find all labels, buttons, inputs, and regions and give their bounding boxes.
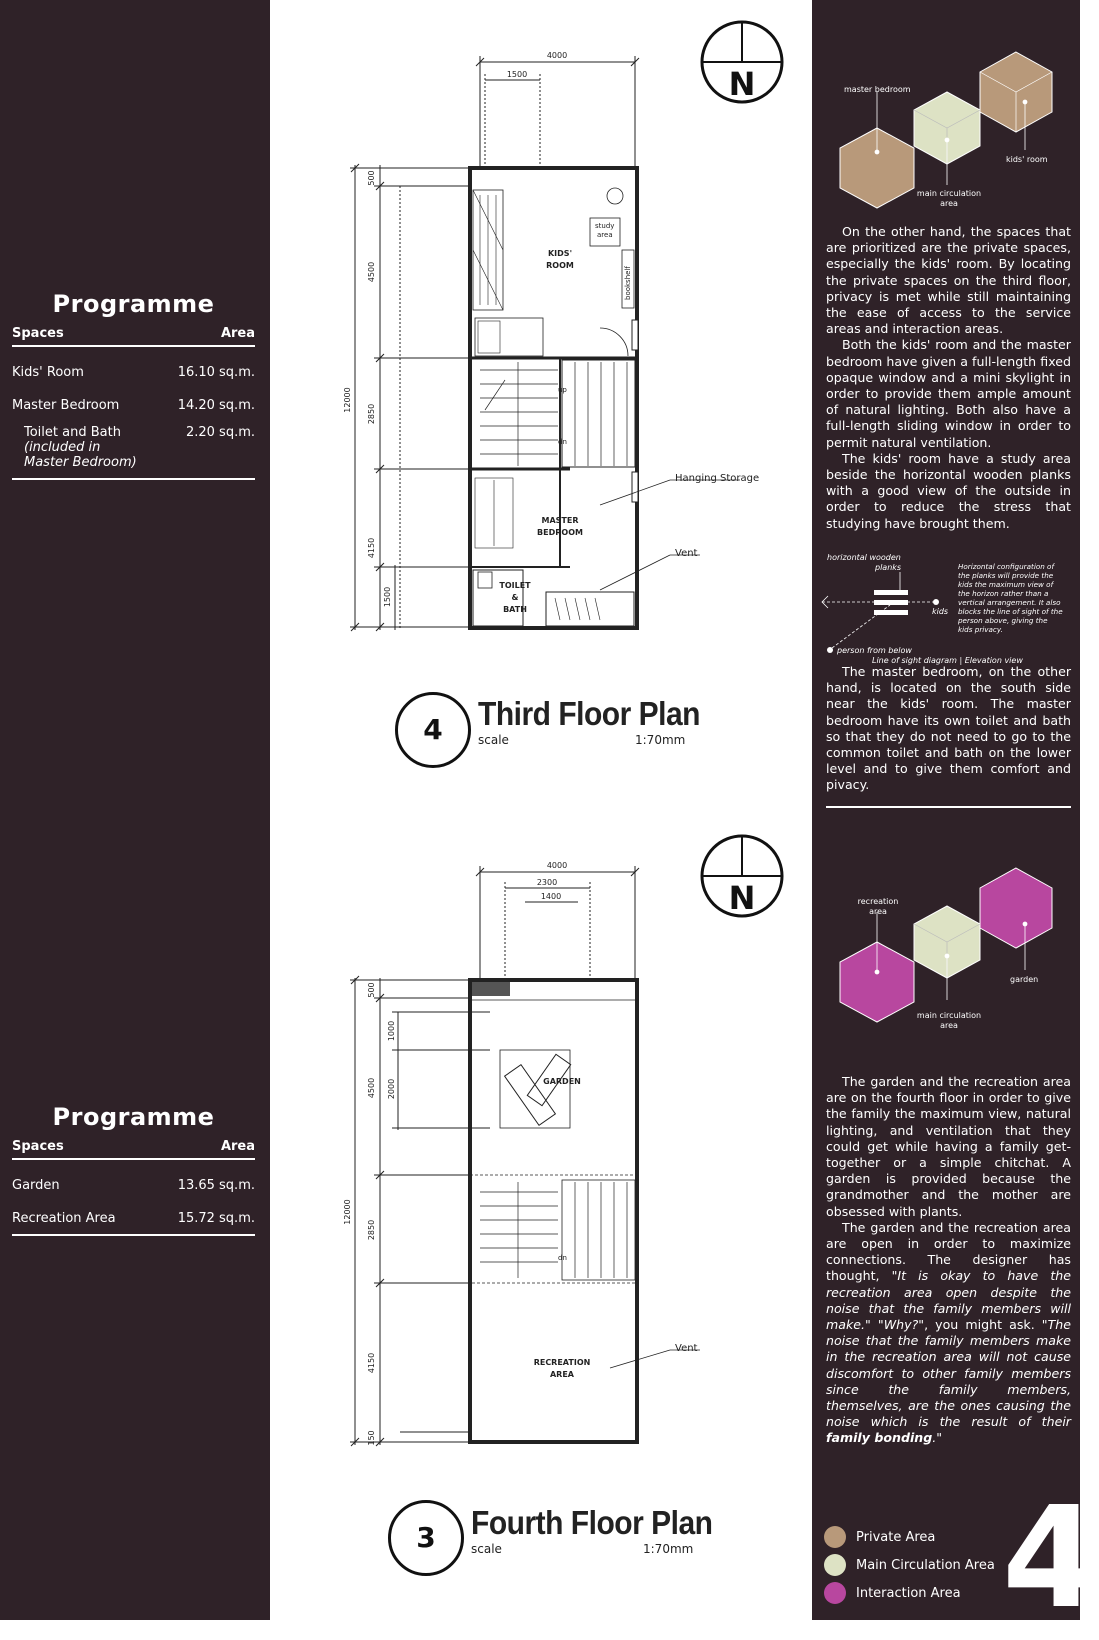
programme-header <box>12 1131 255 1160</box>
callout-label: Vent <box>675 1343 698 1354</box>
dim-d3: 2850 <box>367 403 376 425</box>
dim-d2: 4500 <box>367 1077 376 1099</box>
room-label: AREA <box>549 1370 575 1379</box>
dim-width: 4000 <box>546 861 568 870</box>
dim-d5: 150 <box>367 1430 376 1446</box>
note-line: blocks the line of sight of the <box>958 607 1063 616</box>
section-divider <box>826 806 1071 808</box>
paragraph: On the other hand, the spaces that are prioritized are the private spaces, especially the kids' room. By locating the private spaces on the third floor, privacy is met while still maintaining the ease of access to the service areas and interaction areas. <box>826 224 1071 337</box>
paragraph: Both the kids' room and the master bedroom have given a full-length fixed opaque window and a mini skylight in order to provide them ample amount of natural lighting. Both also have a full-length sliding window in order to permit natural ventilation. <box>826 337 1071 450</box>
diagram-label: kids <box>932 607 949 616</box>
dim-g1: 1000 <box>387 1020 396 1042</box>
room-label: KIDS' <box>547 249 573 258</box>
paragraph: The master bedroom, on the other hand, is located on the south side near the kids' room. The master bedroom have its own toilet and bath so that they do not need to go to the common toilet and bath on the lower level and to give them comfort and pivacy. <box>826 664 1071 793</box>
room-label: area <box>597 231 613 239</box>
quote-span: ." <box>932 1430 943 1446</box>
diagram-label: area <box>869 907 887 916</box>
plan-title: Third Floor Plan <box>478 696 700 733</box>
north-arrow-icon <box>702 22 782 103</box>
dim-sub-a: 2300 <box>536 878 558 887</box>
room-label: GARDEN <box>543 1077 581 1086</box>
paragraph: The garden and the recreation area are on the fourth floor in order to give the family the maximum view, natural lighting, and ventilation that they could get while having a family get-together or a simple chitchat. A garden is provided because the grandmother and the mother are obsessed with plants. <box>826 1074 1071 1219</box>
quote-span: "The noise that the family members make in the recreation area will not cause discomfort to other family members since the family members, themselves, are the ones causing the noise which is the result of their <box>826 1317 1071 1430</box>
stair-label: dn <box>558 1254 567 1262</box>
north-label: N <box>728 879 756 917</box>
dim-total: 12000 <box>343 387 352 413</box>
room-label: bookshelf <box>624 266 632 300</box>
dim-g2: 2000 <box>387 1078 396 1100</box>
plan-title: Fourth Floor Plan <box>471 1505 713 1542</box>
legend-item <box>824 1523 995 1551</box>
space-name: Kids' Room <box>12 365 84 380</box>
diagram-label: master bedroom <box>844 85 911 94</box>
fourth-floor-plan <box>270 820 812 1460</box>
legend-label: Main Circulation Area <box>856 1557 995 1573</box>
plan-scale-label: scale <box>471 1542 502 1556</box>
plan-scale-value: 1:70mm <box>643 1542 694 1556</box>
description-bottom <box>826 1074 1071 1447</box>
legend-label: Interaction Area <box>856 1585 961 1601</box>
diagram-label: main circulation <box>916 189 982 198</box>
plank-icon <box>874 610 908 615</box>
emphasis-span: family bonding <box>826 1430 933 1446</box>
space-name: Recreation Area <box>12 1211 116 1226</box>
space-area: 2.20 sq.m. <box>185 425 255 440</box>
dim-d4: 4150 <box>367 1352 376 1374</box>
space-area: 13.65 sq.m. <box>177 1178 255 1193</box>
room-label: MASTER <box>541 516 579 525</box>
note-line: the horizon rather than a <box>958 589 1049 598</box>
north-arrow-icon <box>702 836 782 917</box>
programme-table-bottom <box>12 1103 255 1236</box>
programme-end-rule <box>12 1234 255 1236</box>
legend-item <box>824 1579 995 1607</box>
diagram-label: horizontal wooden <box>827 553 901 562</box>
third-floor-plan <box>270 0 812 680</box>
paragraph: The kids' room have a study area beside the horizontal wooden planks with a good view of the outside in order to reduce the stress that studying have brought them. <box>826 450 1071 531</box>
left-panel <box>0 0 270 1620</box>
note-line: Horizontal configuration of <box>958 562 1054 571</box>
space-name: Master Bedroom <box>12 398 120 413</box>
note-line: person above, giving the <box>958 616 1048 625</box>
programme-row <box>12 425 255 470</box>
dim-d1: 500 <box>367 982 376 998</box>
dim-sub-b: 1400 <box>540 892 562 901</box>
dim-d5: 1500 <box>383 586 392 608</box>
room-label: study <box>595 222 615 230</box>
plan-scale-value: 1:70mm <box>635 733 686 747</box>
dim-width: 4000 <box>546 51 568 60</box>
diagram-label: area <box>940 1021 958 1030</box>
space-note: (included in Master Bedroom) <box>24 440 137 470</box>
legend <box>824 1523 995 1607</box>
space-area: 14.20 sq.m. <box>177 398 255 413</box>
line-of-sight-diagram <box>812 550 1080 668</box>
kids-room-cube <box>980 52 1052 132</box>
plank-icon <box>874 590 908 595</box>
sight-note <box>957 562 1063 634</box>
room-label: & <box>511 593 519 602</box>
diagram-caption: Line of sight diagram | Elevation view <box>872 656 1023 665</box>
legend-label: Private Area <box>856 1529 936 1545</box>
programme-row <box>12 398 255 413</box>
stair-label: dn <box>558 438 567 446</box>
dim-d2: 4500 <box>367 261 376 283</box>
room-label: ROOM <box>546 261 574 270</box>
room-label: BEDROOM <box>537 528 583 537</box>
dim-d4: 4150 <box>367 537 376 559</box>
description-top-2 <box>826 664 1071 794</box>
interaction-area-swatch <box>824 1582 846 1604</box>
col-spaces: Spaces <box>12 1139 64 1154</box>
space-area: 16.10 sq.m. <box>177 365 255 380</box>
north-label: N <box>728 65 756 103</box>
programme-title: Programme <box>52 1103 215 1131</box>
sheet-number: 4 <box>1002 1477 1099 1640</box>
callout-label: Hanging Storage <box>675 473 760 484</box>
plan-scale-label: scale <box>478 733 509 747</box>
circulation-area-swatch <box>824 1554 846 1576</box>
diagram-label: planks <box>875 563 902 572</box>
plan-number-badge: 4 <box>395 692 471 768</box>
diagram-label: area <box>940 199 958 208</box>
quote-span: "It is okay to have the recreation area open despite the noise that the family members will make." "Why?" <box>826 1268 1071 1333</box>
space-area: 15.72 sq.m. <box>177 1211 255 1226</box>
programme-table-top <box>12 290 255 480</box>
dim-sub-width: 1500 <box>506 70 528 79</box>
programme-end-rule <box>12 478 255 480</box>
note-line: kids the maximum view of <box>958 580 1054 589</box>
diagram-label: garden <box>1010 975 1039 984</box>
text-span: , you might ask. <box>924 1317 1042 1333</box>
plan-number-badge: 3 <box>388 1500 464 1576</box>
col-area: Area <box>220 1139 255 1154</box>
text-span: The garden and the recreation area are open in order to maximize connections. The designer has thought, <box>826 1219 1071 1284</box>
dim-d3: 2850 <box>367 1219 376 1241</box>
callout-label: Vent <box>675 548 698 559</box>
note-line: the planks will provide the <box>958 571 1054 580</box>
room-label: RECREATION <box>533 1358 591 1367</box>
programme-title: Programme <box>52 290 215 318</box>
programme-row <box>12 1211 255 1226</box>
room-label: TOILET <box>499 581 531 590</box>
dim-total: 12000 <box>343 1199 352 1225</box>
stair-label: up <box>558 386 567 394</box>
space-name: Garden <box>12 1178 60 1193</box>
private-area-swatch <box>824 1526 846 1548</box>
dim-d1: 500 <box>367 170 376 186</box>
diagram-label: kids' room <box>1006 155 1048 164</box>
garden-cube <box>980 868 1052 948</box>
zoning-diagram-bottom <box>812 860 1080 1040</box>
note-line: vertical arrangement. It also <box>958 598 1061 607</box>
space-name <box>24 425 144 470</box>
programme-row <box>12 1178 255 1193</box>
description-top <box>826 224 1071 532</box>
programme-header <box>12 318 255 347</box>
programme-row <box>12 365 255 380</box>
note-line: kids privacy. <box>958 625 1003 634</box>
diagram-label: person from below <box>837 646 912 655</box>
space-name-text: Toilet and Bath <box>24 425 121 440</box>
legend-item <box>824 1551 995 1579</box>
diagram-label: recreation <box>857 897 899 906</box>
room-label: BATH <box>503 605 527 614</box>
zoning-diagram-top <box>812 40 1080 220</box>
paragraph <box>826 1220 1071 1447</box>
col-area: Area <box>220 326 255 341</box>
col-spaces: Spaces <box>12 326 64 341</box>
plank-icon <box>874 600 908 605</box>
diagram-label: main circulation <box>916 1011 982 1020</box>
